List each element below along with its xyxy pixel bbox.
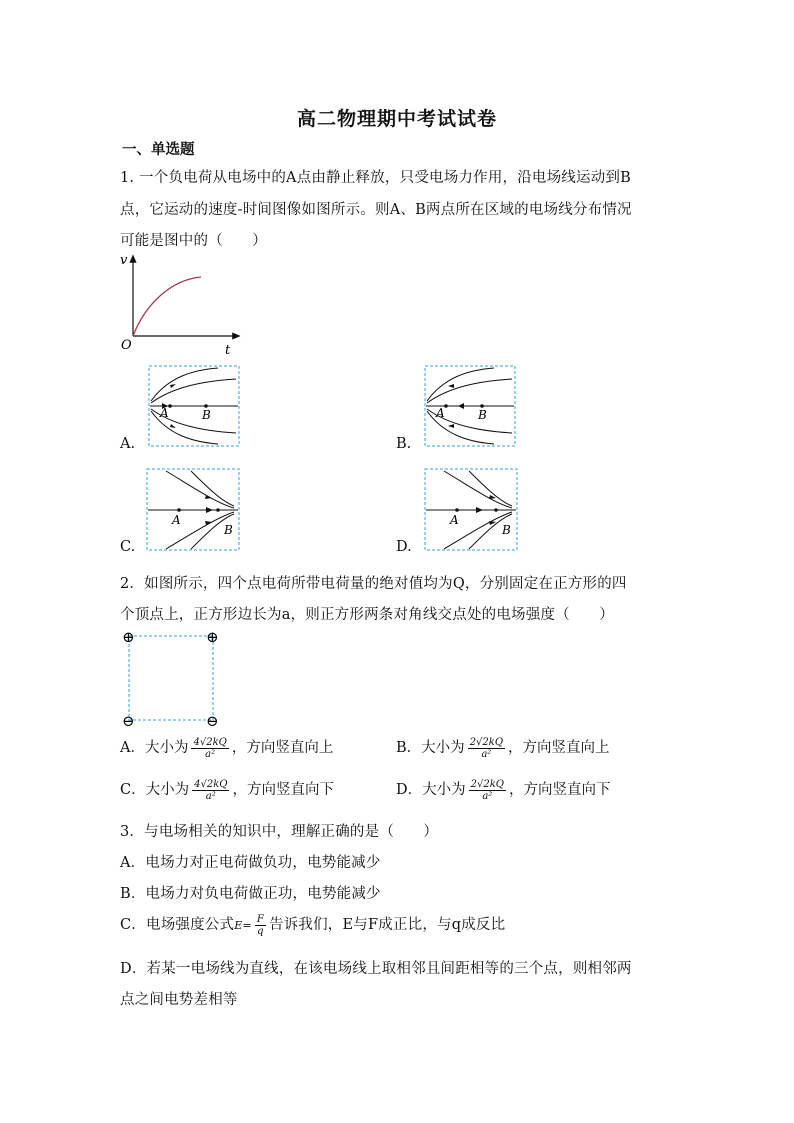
point-b-label: B <box>478 408 487 422</box>
charge-bottom-left: ⊖ <box>122 712 135 729</box>
q1-vt-graph <box>115 250 245 360</box>
q1-stem-line2: 点，它运动的速度-时间图像如图所示。则A、B两点所在区域的电场线分布情况 <box>120 202 632 218</box>
q1-stem-line3: 可能是图中的（ ） <box>120 233 267 249</box>
q2-stem-line2: 个顶点上，正方形边长为a，则正方形两条对角线交点处的电场强度（ ） <box>120 607 614 623</box>
charge-bottom-right: ⊖ <box>206 712 219 729</box>
charge-top-right: ⊕ <box>206 628 219 646</box>
q1-option-b-diagram <box>424 365 518 447</box>
page-title: 高二物理期中考试试卷 <box>296 108 497 130</box>
origin-label: O <box>121 338 132 353</box>
q3-option-c: C．电场强度公式E= $\frac{F}{q}$ 告诉我们，E与F成正比，与q成反比 <box>120 913 506 937</box>
point-a-label: A <box>172 513 181 527</box>
velocity-curve <box>133 277 201 336</box>
q2-option-c: C．大小为 $\frac{4√2kQ}{\text{a²}}$ ，方向竖直向下 <box>120 778 334 802</box>
q1-option-d-label: D. <box>396 539 412 555</box>
q2-stem-line1: 2．如图所示，四个点电荷所带电荷量的绝对值均为Q，分别固定在正方形的四 <box>120 576 627 592</box>
point-b-label: B <box>202 408 211 422</box>
q1-stem-line1: 1. 一个负电荷从电场中的A点由静止释放，只受电场力作用，沿电场线运动到B <box>120 170 631 186</box>
q1-option-c-diagram <box>146 468 242 552</box>
q3-option-d-line1: D．若某一电场线为直线，在该电场线上取相邻且间距相等的三个点，则相邻两 <box>120 961 632 977</box>
q2-option-d: D．大小为 $\frac{2√2kQ}{\text{a²}}$ ，方向竖直向下 <box>396 778 611 802</box>
q1-option-b-label: B. <box>396 436 412 452</box>
q2-option-b: B．大小为 $\frac{2√2kQ}{\text{a²}}$ ，方向竖直向上 <box>396 736 610 760</box>
q1-option-c-label: C. <box>120 539 136 555</box>
q1-option-a-diagram <box>148 365 242 447</box>
q1-option-d-diagram <box>424 468 520 552</box>
t-axis-label: t <box>225 343 231 358</box>
v-axis-label: v <box>120 253 128 268</box>
q3-stem: 3．与电场相关的知识中，理解正确的是（ ） <box>120 824 439 840</box>
point-a-label: A <box>160 406 169 420</box>
q3-option-a: A．电场力对正电荷做负功，电势能减少 <box>120 855 381 871</box>
point-a-label: A <box>450 513 459 527</box>
charge-top-left: ⊕ <box>122 628 135 646</box>
point-b-label: B <box>224 523 233 537</box>
q2-option-a: A．大小为 $\frac{4√2kQ}{\text{a²}}$ ，方向竖直向上 <box>120 736 334 760</box>
q1-option-a-label: A. <box>120 436 136 452</box>
point-a-label: A <box>436 406 445 420</box>
section-heading: 一、单选题 <box>122 142 195 158</box>
q3-option-d-line2: 点之间电势差相等 <box>120 992 238 1008</box>
point-b-label: B <box>502 523 511 537</box>
q3-option-b: B．电场力对负电荷做正功，电势能减少 <box>120 886 381 902</box>
q2-square-diagram <box>120 627 224 729</box>
